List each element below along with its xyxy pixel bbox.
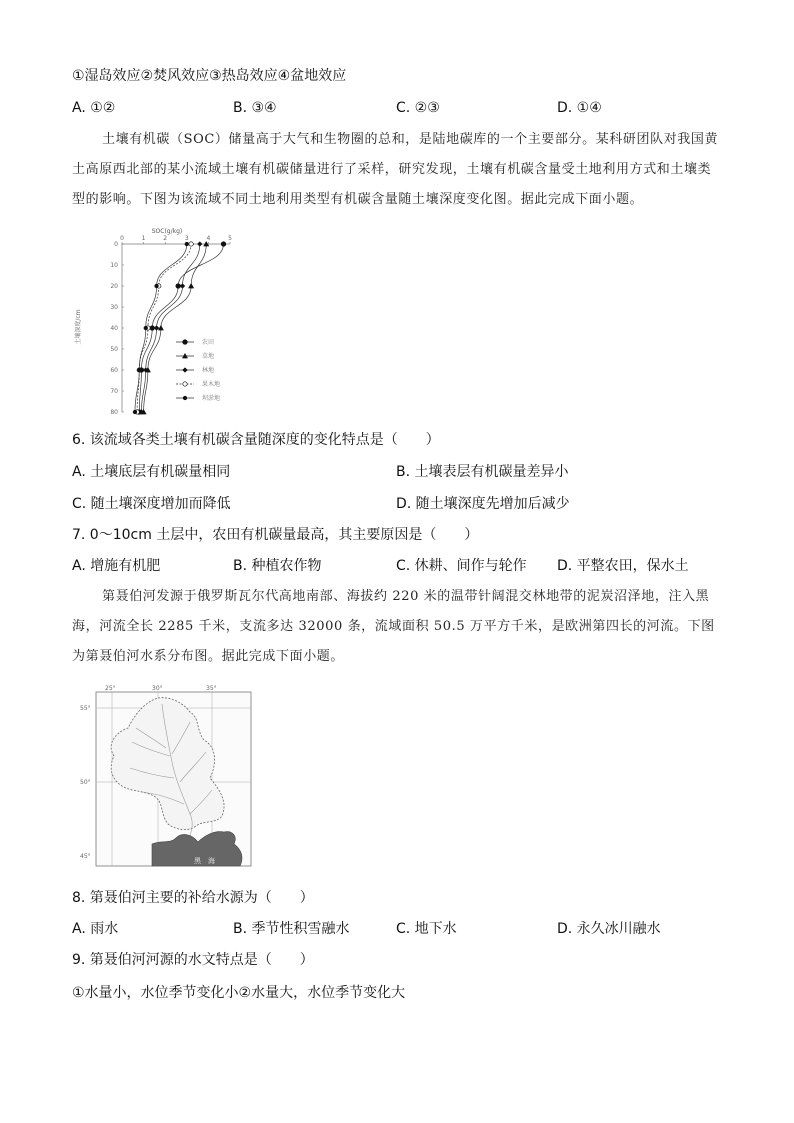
q8-stem: 8. 第聂伯河主要的补给水源为（ ） (72, 890, 314, 906)
legend-label: 草地 (202, 353, 215, 360)
y-axis-label (74, 309, 82, 344)
q5-option-a[interactable]: A. ①② (72, 100, 116, 116)
y-tick-label: 20 (110, 283, 118, 290)
dnieper-river-map (72, 682, 254, 870)
x-tick-label: 5 (228, 235, 232, 242)
data-point (189, 242, 193, 246)
q7-option-c[interactable]: C. 休耕、间作与轮作 (396, 558, 527, 574)
data-point (133, 410, 137, 414)
q5-stem: ①湿岛效应②焚风效应③热岛效应④盆地效应 (72, 68, 347, 84)
x-tick-label: 0 (120, 235, 124, 242)
q5-option-d[interactable]: D. ①④ (557, 100, 602, 116)
q8-option-c[interactable]: C. 地下水 (396, 921, 457, 937)
q7-stem: 7. 0～10cm 土层中，农田有机碳量最高，其主要原因是（ ） (72, 527, 479, 543)
q8-option-b[interactable]: B. 季节性积雪融水 (233, 921, 350, 937)
chart-title: SOC(g/kg) (151, 228, 183, 235)
soc-passage: 土壤有机碳（SOC）储量高于大气和生物圈的总和，是陆地碳库的一个主要部分。某科研团队对我国黄土高原西北部的某小流域土壤有机碳储量进行了采样，研究发现，土壤有机碳含量受土地利用方式和土壤类型的影响。下图为该流域不同土地利用类型有机碳含量随土壤深度变化图。据此完成下面小题。 (72, 132, 719, 207)
legend-label: 林地 (202, 367, 215, 374)
legend-marker (183, 396, 187, 400)
x-tick-label: 1 (141, 235, 146, 242)
y-tick-label: 60 (110, 367, 118, 374)
soc-depth-chart (72, 222, 252, 418)
y-tick-label: 30 (110, 304, 118, 311)
svg-text:土壤深度/cm: 土壤深度/cm (75, 309, 82, 345)
y-tick-label: 10 (110, 262, 118, 269)
data-point (197, 242, 202, 247)
q8-option-a[interactable]: A. 雨水 (72, 921, 119, 937)
sea-label: 黑 海 (194, 857, 215, 865)
q7-option-d[interactable]: D. 平整农田，保水土 (557, 558, 689, 574)
q7-option-a[interactable]: A. 增施有机肥 (72, 558, 161, 574)
q6-option-b[interactable]: B. 土壤表层有机碳量差异小 (396, 464, 569, 480)
q6-option-d[interactable]: D. 随土壤深度先增加后减少 (396, 496, 570, 512)
lon-label-30: 30° (152, 685, 163, 692)
lon-label-35: 35° (206, 685, 217, 692)
y-tick-label: 0 (114, 241, 118, 248)
lon-label-25: 25° (105, 685, 116, 692)
y-tick-label: 80 (110, 409, 118, 416)
legend-label: 果木地 (202, 381, 221, 388)
legend-label: 农田 (202, 339, 215, 346)
data-point (221, 242, 226, 247)
data-point (189, 283, 194, 288)
q6-stem: 6. 该流域各类土壤有机碳含量随深度的变化特点是（ ） (72, 432, 440, 448)
data-point (158, 325, 163, 330)
legend-marker (183, 340, 188, 345)
data-point (144, 326, 148, 330)
q8-option-d[interactable]: D. 永久冰川融水 (557, 921, 661, 937)
data-point (155, 284, 159, 288)
data-point (180, 284, 185, 289)
q5-option-b[interactable]: B. ③④ (233, 100, 277, 116)
y-tick-label: 50 (110, 346, 118, 353)
x-tick-label: 4 (206, 235, 211, 242)
lat-label-55: 55° (80, 705, 91, 712)
legend-label: 坝淤地 (202, 395, 221, 402)
q6-option-c[interactable]: C. 随土壤深度增加而降低 (72, 496, 231, 512)
y-tick-label: 40 (110, 325, 118, 332)
q5-option-c[interactable]: C. ②③ (396, 100, 440, 116)
lat-label-50: 50° (80, 779, 91, 786)
q7-option-b[interactable]: B. 种植农作物 (233, 558, 322, 574)
data-point (185, 242, 189, 246)
x-tick-label: 2 (163, 235, 168, 242)
dnieper-passage: 第聂伯河发源于俄罗斯瓦尔代高地南部、海拔约 220 米的温带针阔混交林地带的泥炭沼泽地，注入黑海，河流全长 2285 千米，支流多达 32000 条，流域面积 50.5 万平方千米，是欧洲第四长的河流。下图为第聂伯河水系分布图。据此完成下面小题。 (72, 589, 715, 664)
y-tick-label: 70 (110, 388, 118, 395)
legend-marker (183, 368, 188, 373)
legend-marker (183, 382, 187, 386)
x-tick-label: 3 (184, 235, 189, 242)
data-point (137, 368, 141, 372)
q9-stem: 9. 第聂伯河河源的水文特点是（ ） (72, 952, 314, 968)
lat-label-45: 45° (80, 853, 91, 860)
q9-statements: ①水量小，水位季节变化小②水量大，水位季节变化大 (72, 985, 406, 1001)
q6-option-a[interactable]: A. 土壤底层有机碳量相同 (72, 464, 231, 480)
